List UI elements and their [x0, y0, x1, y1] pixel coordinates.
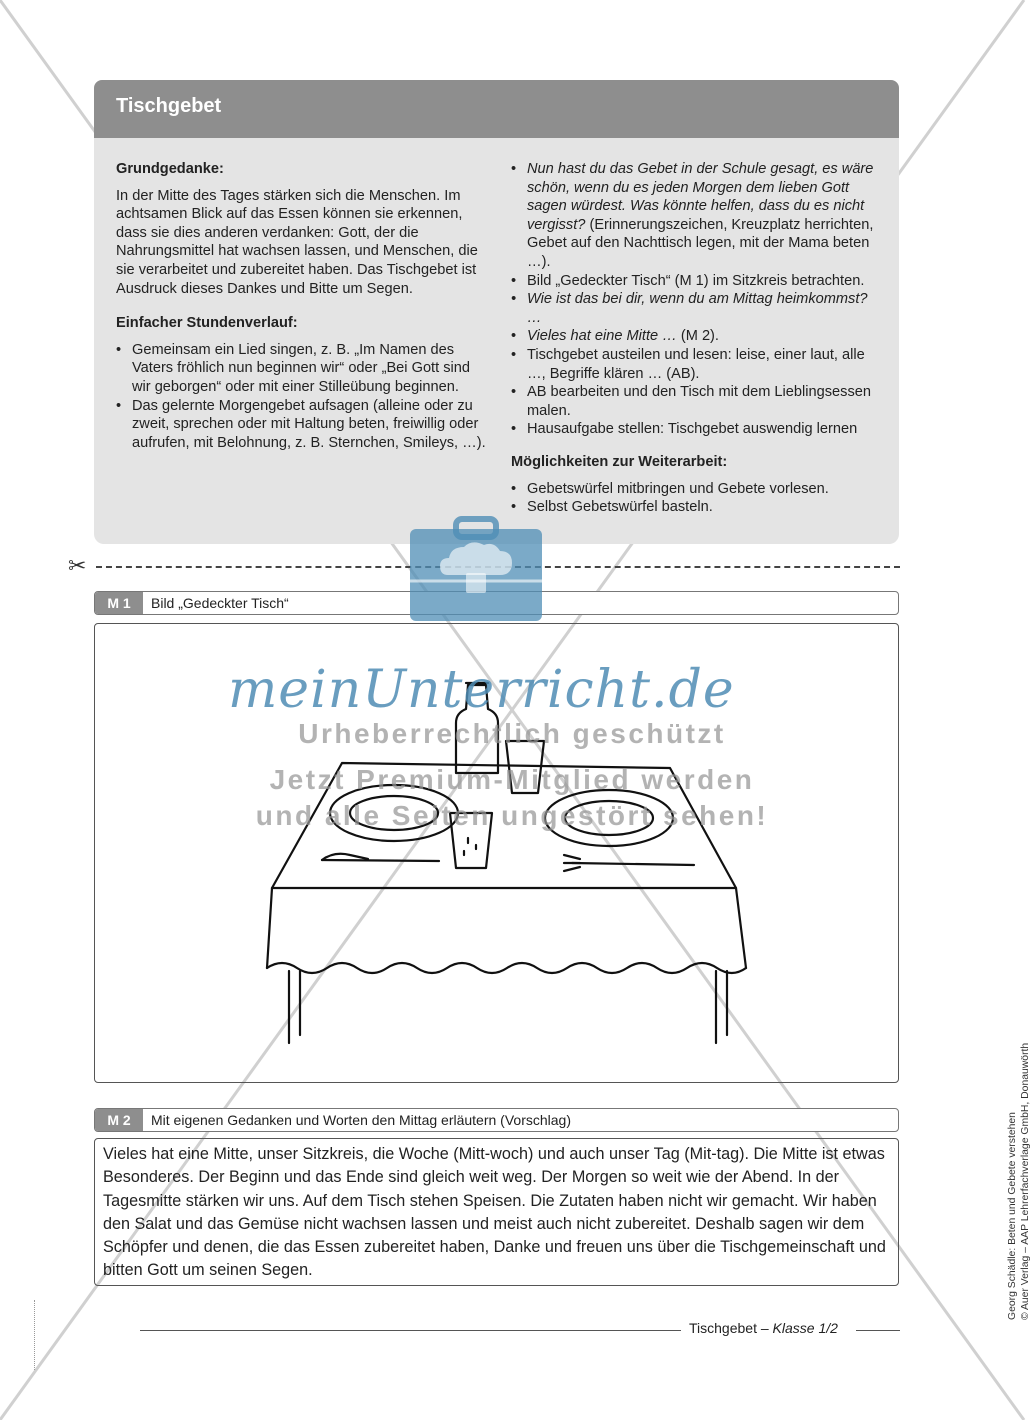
- footer-grade: Klasse 1/2: [772, 1320, 838, 1336]
- footer-rule-right: [856, 1330, 900, 1331]
- list-item: • AB bearbeiten und den Tisch mit dem Lieblingsessen malen.: [511, 383, 883, 420]
- page-title: Tischgebet: [116, 95, 222, 117]
- list-item-text: (Erinnerungszeichen, Kreuzplatz herrichten, Gebet auf den Nachttisch legen, mit der Mama beten …).: [527, 216, 874, 270]
- weiterarbeit-list: [511, 480, 883, 517]
- footer-title: Tischgebet –: [689, 1320, 773, 1336]
- list-item: • Selbst Gebetswürfel basteln.: [511, 498, 883, 517]
- list-item: • Hausaufgabe stellen: Tischgebet auswendig lernen: [511, 420, 883, 439]
- list-item: • Gemeinsam ein Lied singen, z. B. „Im Namen des Vaters fröhlich nun beginnen wir“ oder „Bei Gott sind wir geborgen“ oder mit einer Stilleübung beginnen.: [116, 341, 488, 397]
- m2-title: Mit eigenen Gedanken und Worten den Mittag erläutern (Vorschlag): [151, 1112, 571, 1128]
- list-item: • Das gelernte Morgengebet aufsagen (alleine oder zu zweit, sprechen oder mit Haltung beten, freiwillig oder aufrufen, mit Belohnung, z. B. Sternchen, Smileys, …).: [116, 397, 488, 453]
- credit-line-1: Georg Schädle: Beten und Gebete verstehen: [1007, 1112, 1018, 1320]
- list-item: • Tischgebet austeilen und lesen: leise, einer laut, alle …, Begriffe klären … (AB).: [511, 346, 883, 383]
- watermark-line-2: Jetzt Premium-Mitglied werden: [269, 764, 755, 795]
- heading-weiterarbeit: Möglichkeiten zur Weiterarbeit:: [511, 453, 728, 470]
- heading-grundgedanke: Grundgedanke:: [116, 161, 224, 177]
- paragraph-grundgedanke: In der Mitte des Tages stärken sich die Menschen. Im achtsamen Blick auf das Essen können sie erkennen, dass sie dies anderen verdanken: Gott, der die Nahrungsmittel hat wachsen lassen, und Menschen, die sie verarbeitet und zubereitet haben. Das Tischgebet ist Ausdruck dieses Dankes und Bitte um Segen.: [116, 187, 478, 297]
- briefcase-cloud-icon: [408, 515, 544, 625]
- m2-tag: M 2: [95, 1109, 143, 1131]
- list-item-italic: Nun hast du das Gebet in der Schule gesagt, es wäre schön, wenn du es jeden Morgen dem lieben Gott sagen würdest. Was könnte helfen, dass du es nicht vergisst?: [527, 161, 874, 233]
- info-right-column: [511, 160, 883, 531]
- footer-label: [689, 1320, 838, 1336]
- m1-tag: M 1: [95, 592, 143, 614]
- list-item-text: (M 2).: [676, 328, 719, 345]
- credit-line-2: © Auer Verlag – AAP Lehrerfachverlage GmbH, Donauwörth: [1020, 1042, 1031, 1320]
- watermark-line-3: und alle Seiten ungestört sehen!: [255, 800, 769, 831]
- scissors-icon: ✂: [68, 553, 87, 578]
- m2-text: Vieles hat eine Mitte, unser Sitzkreis, die Woche (Mitt-woch) und auch unser Tag (Mit-tag). Die Mitte ist etwas Besonderes. Der Beginn und das Ende sind gleich weit weg. Der Morgen so weit wie der Abend. In der Tagesmitte stärken wir uns. Auf dem Tisch stehen Speisen. Die Zutaten haben nicht wir gemacht. Wir haben den Salat und das Gemüse nicht wachsen lassen und meist auch nicht zubereitet. Deshalb sagen wir dem Schöpfer und denen, die das Essen zubereitet haben, Danke und freuen uns über die Tischgemeinschaft und bitten Gott um seinen Segen.: [103, 1145, 886, 1280]
- stundenverlauf-list-continued: [511, 160, 883, 439]
- side-credit: [1006, 1043, 1032, 1320]
- list-item: [511, 327, 883, 346]
- margin-mark: [34, 1300, 35, 1370]
- footer-rule-left: [140, 1330, 681, 1331]
- m2-label-bar: [94, 1108, 899, 1132]
- list-item: • Wie ist das bei dir, wenn du am Mittag heimkommst? …: [511, 290, 883, 327]
- watermark-logo: meinUnterricht.de: [228, 660, 735, 720]
- stundenverlauf-list: [116, 341, 488, 453]
- list-item: • Bild „Gedeckter Tisch“ (M 1) im Sitzkreis betrachten.: [511, 272, 883, 291]
- list-item: [511, 160, 883, 272]
- heading-stundenverlauf: Einfacher Stundenverlauf:: [116, 315, 298, 332]
- list-item-italic: Vieles hat eine Mitte …: [527, 328, 677, 345]
- watermark-line-1: Urheberrechtlich geschützt: [298, 718, 726, 749]
- list-item: • Gebetswürfel mitbringen und Gebete vorlesen.: [511, 480, 883, 499]
- m1-title: Bild „Gedeckter Tisch“: [151, 595, 289, 611]
- info-left-column: [116, 160, 488, 466]
